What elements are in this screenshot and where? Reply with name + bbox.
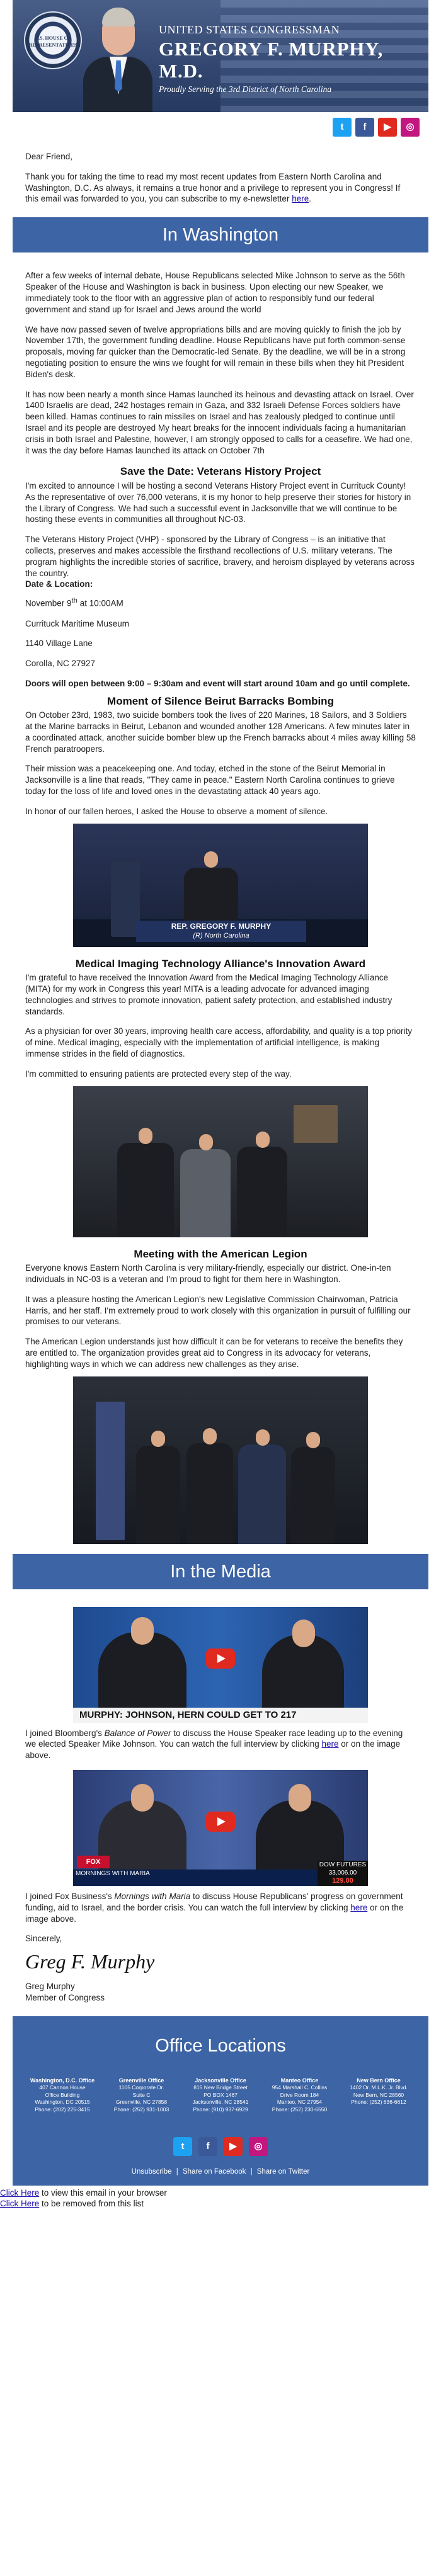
house-seal-icon: U.S. HOUSE OF REPRESENTATIVES — [24, 11, 82, 69]
bloomberg-ticker: MURPHY: JOHNSON, HERN COULD GET TO 217 — [73, 1708, 368, 1723]
beirut-p3: In honor of our fallen heroes, I asked the House to observe a moment of silence. — [25, 806, 328, 816]
legion-p3: The American Legion understands just how difficult it can be for veterans to receive the benefits they are entitled to. The organization provides great aid to Congress in its advocacy for veterans, highlighting ways in which we can address new challenges as they arise. — [25, 1337, 403, 1369]
view-in-browser-link[interactable]: Click Here — [0, 2188, 40, 2198]
email-footer-links — [0, 2186, 441, 2210]
remove-from-list: Click Here to be removed from this list — [0, 2199, 144, 2209]
play-button-icon[interactable] — [206, 1648, 235, 1669]
legion-heading: Meeting with the American Legion — [134, 1247, 307, 1260]
mita-award-photo — [73, 1086, 368, 1237]
social-bar — [13, 112, 428, 142]
facebook-icon[interactable]: f — [355, 118, 374, 137]
beirut-heading: Moment of Silence Beirut Barracks Bombing — [107, 695, 334, 707]
play-button-icon[interactable] — [206, 1812, 235, 1832]
office-greenville: Greenville Office 1105 Corporate Dr. Suite C Greenville, NC 27858 Phone: (252) 931-1003 — [113, 2077, 169, 2113]
youtube-icon[interactable]: ▶ — [378, 118, 397, 137]
header-title — [159, 23, 428, 95]
congressman-portrait — [83, 8, 152, 112]
footer-social — [13, 2130, 428, 2167]
instagram-icon[interactable]: ◎ — [401, 118, 420, 137]
twitter-icon[interactable]: t — [173, 2137, 192, 2156]
office-jacksonville: Jacksonville Office 815 New Bridge Street PO BOX 1467 Jacksonville, NC 28541 Phone: (910) 937-6929 — [192, 2077, 249, 2113]
header-title-line2: GREGORY F. MURPHY, M.D. — [159, 37, 384, 82]
american-legion-photo — [73, 1376, 368, 1544]
intro — [13, 142, 428, 205]
mita-heading: Medical Imaging Technology Alliance's Innovation Award — [75, 957, 366, 970]
office-locations — [13, 2016, 428, 2130]
mita-p1: I'm grateful to have received the Innovation Award from the Medical Imaging Technology Alliance (MITA) for my work in Congress this year! MITA is a leading advocate for advanced imaging technologies and strives to promote innovation, patient safety protection, and established industry standards. — [25, 973, 392, 1016]
view-in-browser: Click Here to view this email in your browser — [0, 2188, 167, 2198]
twitter-icon[interactable]: t — [333, 118, 352, 137]
washington-p3: It has now been nearly a month since Hamas launched its heinous and devasting attack on Israel. Over 1400 Israelis are dead, 242 hostages remain in Gaza, and 332 Israeli Defense Forces soldiers have been killed. Hamas continues to rain missiles on Israel and has zealously pledged to continue until Israel and its people are destroyed My heart breaks for the innocent individuals facing a humanitarian crisis in both Israel and Palestine, however, I am strongly opposed to calls for a ceasefire. We had one, it was the day before Hamas launched its attack on October 7th — [25, 389, 414, 455]
footer — [13, 2130, 428, 2186]
share-twitter-link[interactable]: Share on Twitter — [256, 2168, 310, 2176]
washington-section — [13, 270, 428, 1543]
house-floor-photo — [73, 824, 368, 947]
bloomberg-link[interactable]: here — [321, 1739, 339, 1749]
newsletter — [13, 0, 428, 2186]
remove-link[interactable]: Click Here — [0, 2199, 40, 2209]
vhp-date: November 9th at 10:00AM — [25, 597, 123, 608]
legion-p1: Everyone knows Eastern North Carolina is very military-friendly, especially our district. One-in-ten individuals in NC-03 is a veteran and I'm proud to fight for them here in Washington. — [25, 1263, 391, 1284]
mita-p3: I'm committed to ensuring patients are protected every step of the way. — [25, 1069, 292, 1079]
youtube-icon[interactable]: ▶ — [224, 2137, 243, 2156]
vhp-doors: Doors will open between 9:00 – 9:30am and event will start around 10am and go until complete. — [25, 678, 410, 688]
offices-heading: Office Locations — [155, 2035, 286, 2056]
bloomberg-video[interactable] — [73, 1607, 368, 1723]
legion-p2: It was a pleasure hosting the American Legion's new Legislative Commission Chairwoman, Patricia Harris, and her staff. I'm extremely proud to work closely with this organization in pursuit of fulfilling our promises to our veterans. — [25, 1294, 411, 1327]
media-section — [13, 1607, 428, 2004]
intro-text: Thank you for taking the time to read my most recent updates from Eastern North Carolina and Washington, D.C. As always, it remains a true honor and a privilege to represent you in Congress! If this email was forwarded to you, you can subscribe to my e-newsletter here. — [25, 171, 401, 204]
washington-p1: After a few weeks of internal debate, House Republicans selected Mike Johnson to serve as the 56th Speaker of the House and Washington is back in business. Upon electing our new Speaker, we immediately took to the floor with an aggressive plan of action to responsibly fund our federal government and stand up for Israel and Jews around the world — [25, 271, 405, 314]
bloomberg-text: I joined Bloomberg's Balance of Power to discuss the House Speaker race leading up to the evening we elected Speaker Mike Johnson. You can watch the full interview by clicking here or on the image above. — [25, 1728, 403, 1761]
unsubscribe-link[interactable]: Unsubscribe — [131, 2168, 172, 2176]
facebook-icon[interactable]: f — [198, 2137, 217, 2156]
vhp-date-label: Date & Location: — [25, 579, 93, 589]
vhp-p2: The Veterans History Project (VHP) - sponsored by the Library of Congress – is an initiative that collects, preserves and makes accessible the firsthand recollections of U.S. military veterans. The program highlights the incredible stories of sacrifice, bravery, and heroism displayed by veterans across the country. Date & Location: — [25, 535, 415, 589]
signature: Greg F. Murphy — [25, 1950, 155, 1973]
photo-caption: REP. GREGORY F. MURPHY (R) North Carolina — [136, 921, 306, 942]
greeting: Dear Friend, — [25, 152, 73, 161]
header-banner — [13, 0, 428, 112]
header-title-line1: UNITED STATES CONGRESSMAN — [159, 23, 340, 36]
offices-grid — [25, 2077, 416, 2113]
fox-link[interactable]: here — [350, 1902, 368, 1912]
vhp-p1: I'm excited to announce I will be hosting a second Veterans History Project event in Currituck County! As the representative of over 76,000 veterans, it is my honor to help preserve their stories for history in the Library of Congress. We had such a successful event in Jacksonville that we will continue to be hosting these events in communities all throughout NC-03. — [25, 480, 411, 525]
sincerely: Sincerely, — [25, 1934, 62, 1944]
washington-heading: In Washington — [13, 217, 428, 252]
instagram-icon[interactable]: ◎ — [249, 2137, 268, 2156]
subscribe-link[interactable]: here — [292, 194, 309, 204]
fox-text: I joined Fox Business's Mornings with Maria to discuss House Republicans' progress on government funding, aid to Israel, and the border crisis. You can watch the full interview by clicking here or on the image above. — [25, 1892, 404, 1924]
office-dc: Washington, D.C. Office 407 Cannon House Office Building Washington, DC 20515 Phone: (202) 225-3415 — [30, 2077, 95, 2113]
vhp-heading: Save the Date: Veterans History Project — [120, 465, 321, 478]
office-new-bern: New Bern Office 1402 Dr. M.L.K. Jr. Blvd. New Bern, NC 28560 Phone: (252) 636-6612 — [350, 2077, 408, 2106]
header-title-line3: Proudly Serving the 3rd District of North Carolina — [159, 84, 332, 94]
dow-futures: DOW FUTURES 33,006.00 129.00 — [318, 1861, 368, 1886]
vhp-venue: Currituck Maritime Museum — [25, 618, 130, 628]
office-manteo: Manteo Office 954 Marshall C. Collins Drive Room 184 Manteo, NC 27954 Phone: (252) 230-6550 — [272, 2077, 328, 2113]
vhp-address: 1140 Village Lane — [25, 638, 93, 649]
share-facebook-link[interactable]: Share on Facebook — [183, 2168, 246, 2176]
fox-logo: FOX — [77, 1856, 110, 1868]
washington-p2: We have now passed seven of twelve appropriations bills and are moving quickly to finish the job by November 17th, the government funding deadline. House Republicans have put forth common-sense proposals, moving far quicker than the Democratic-led Senate. By the deadline, we will be in a strong negotiating position to ensure the wins we fought for will remain in these bills when they hit President Biden's desk. — [25, 324, 406, 379]
closing-name: Greg Murphy Member of Congress — [25, 1982, 105, 2003]
vhp-city: Corolla, NC 27927 — [25, 659, 96, 669]
mita-p2: As a physician for over 30 years, improving health care access, affordability, and quality is a top priority of mine. Medical imaging, especially with the implementation of artificial intelligence, is making immense strides in the field of diagnostics. — [25, 1026, 413, 1058]
beirut-p2: Their mission was a peacekeeping one. And today, etched in the stone of the Beirut Memorial in Jacksonville is a line that reads, "They came in peace." Eastern North Carolina continues to grieve today for the loss of life and loved ones in the devastating attack 40 years ago. — [25, 764, 395, 797]
media-heading: In the Media — [13, 1554, 428, 1589]
fox-business-video[interactable] — [73, 1770, 368, 1886]
footer-links: Unsubscribe | Share on Facebook | Share on Twitter — [131, 2168, 310, 2176]
beirut-p1: On October 23rd, 1983, two suicide bombers took the lives of 220 Marines, 18 Sailors, and 3 Soldiers at the Marine barracks in Beirut, Lebanon and wounded another 128 Americans. A few minutes later in a coordinated attack, another suicide bomber blew up the French barracks about 4 miles away killing 58 French paratroopers. — [25, 710, 416, 754]
fox-ticker: MORNINGS WITH MARIA — [73, 1870, 368, 1886]
